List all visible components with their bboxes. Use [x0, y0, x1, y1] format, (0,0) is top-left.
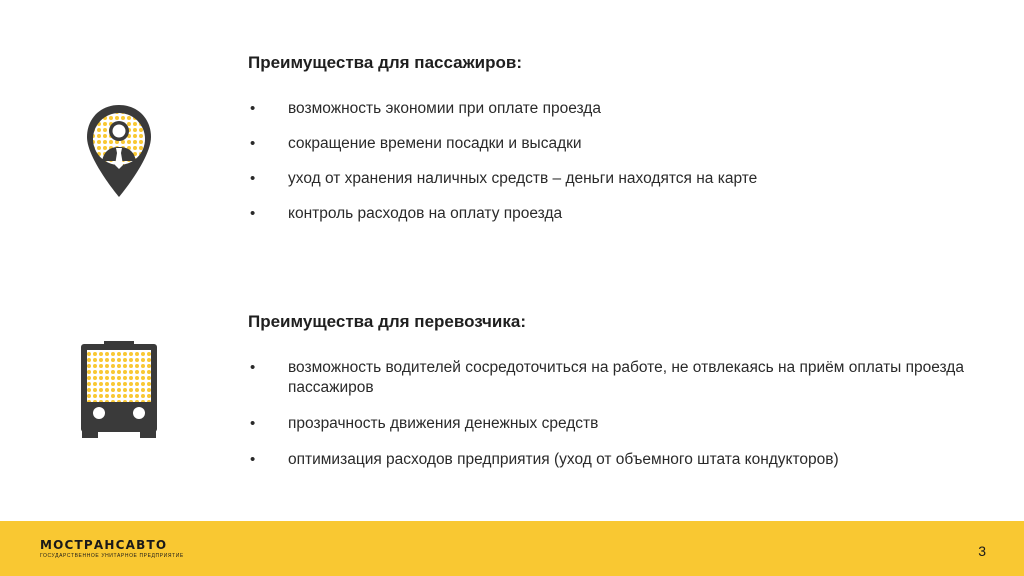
list-item: • оптимизация расходов предприятия (уход от объемного штата кондукторов) [250, 450, 970, 470]
list-item: • возможность экономии при оплате проезда [250, 99, 757, 119]
passenger-location-pin-icon [84, 103, 154, 204]
list-item: • возможность водителей сосредоточиться на работе, не отвлекаясь на приём оплаты проезда пассажиров [250, 358, 970, 398]
list-item: • контроль расходов на оплату проезда [250, 204, 757, 224]
list-item: • сокращение времени посадки и высадки [250, 134, 757, 154]
carrier-list [250, 358, 970, 470]
company-logo [40, 539, 184, 559]
passengers-title: Преимущества для пассажиров: [248, 53, 522, 72]
footer-bar [0, 521, 1024, 576]
logo-text: МОСТРАНСАВТО [40, 538, 168, 552]
list-item: • уход от хранения наличных средств – деньги находятся на карте [250, 169, 757, 189]
page-number: 3 [978, 543, 986, 559]
passengers-list [250, 99, 757, 224]
carrier-title: Преимущества для перевозчика: [248, 312, 527, 331]
bus-front-icon [80, 339, 158, 444]
list-item: • прозрачность движения денежных средств [250, 414, 970, 434]
logo-subtitle: ГОСУДАРСТВЕННОЕ УНИТАРНОЕ ПРЕДПРИЯТИЕ [40, 553, 184, 559]
